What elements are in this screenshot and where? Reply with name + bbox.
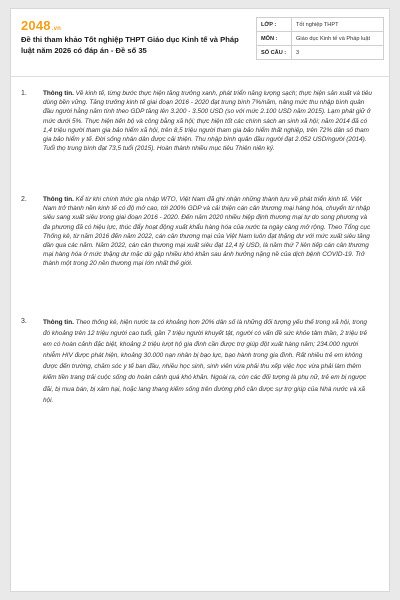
question-lead: Thông tin. xyxy=(43,196,74,203)
info-label: MÔN : xyxy=(257,32,292,46)
logo-text: 2048 xyxy=(21,18,51,33)
exam-title: Đề thi tham khảo Tốt nghiệp THPT Giáo dục Kinh tế và Pháp luật năm 2026 có đáp án - Đề số 35 xyxy=(21,35,239,55)
question-item xyxy=(21,195,376,269)
question-item xyxy=(21,89,376,153)
info-row-subject xyxy=(257,32,384,46)
info-label: LỚP : xyxy=(257,18,292,32)
exam-info-table xyxy=(256,17,384,60)
info-label: SỐ CÂU : xyxy=(257,46,292,60)
info-row-class xyxy=(257,18,384,32)
exam-page xyxy=(10,8,390,592)
question-text xyxy=(43,89,374,153)
header-divider xyxy=(11,76,389,77)
question-text xyxy=(43,195,374,269)
question-number: 3. xyxy=(21,318,27,325)
info-value: 3 xyxy=(292,46,384,60)
info-row-count xyxy=(257,46,384,60)
info-value: Tốt nghiệp THPT xyxy=(292,18,384,32)
info-value: Giáo dục Kinh tế và Pháp luật xyxy=(292,32,384,46)
exam-header xyxy=(11,9,389,71)
question-text xyxy=(43,317,374,406)
question-number: 1. xyxy=(21,90,27,97)
question-item xyxy=(21,317,376,406)
question-body: Theo thống kê, hiện nước ta có khoảng hơn 20% dân số là những đối tượng yếu thế trong xã hội, trong đó khoảng trên 12 triệu người cao tuổi, gần 7 triệu người khuyết tật, người có vấn đề sức khỏe tâm thần, 2 triệu trẻ em có hoàn cảnh đặc biệt, khoảng 2 triệu lượt hộ gia đình cần được trợ giúp đột xuất hàng năm; 234.000 người nhiễm HIV được phát hiện, khoảng 30.000 nạn nhân bị bạo lực, bạo hành trong gia đình. Rất nhiều trẻ em không được đến trường, chăm sóc y tế ban đầu, nhiều học sinh, sinh viên vừa phải thu xếp việc học vừa phải làm thêm kiếm tiền trang trải cuộc sống do hoàn cảnh quá khó khăn. Ngoài ra, còn các đối tượng là phụ nữ, trẻ em bị ngược đãi, bị mua bán, bị xâm hại, hoặc lang thang kiếm sống trên đường phố cần được sự trợ giúp của Nhà nước và xã hội. xyxy=(43,319,368,404)
site-logo[interactable] xyxy=(21,18,61,33)
question-body: Kể từ khi chính thức gia nhập WTO, Việt Nam đã ghi nhận những thành tựu về phát triển kinh tế. Việt Nam trở thành nền kinh tế có độ mở cao, tới 200% GDP và cải thiện cán cân thương mại hàng hóa, chuyển từ nhập siêu sang xuất siêu trong giai đoạn 2016 - 2020. Đến năm 2020 nhiều hiệp định thương mại tự do song phương và đa phương đã có hiệu lực, thúc đẩy hoạt động xuất khẩu hàng hóa của nước ta ngày càng mở rộng. Theo Tổng cục Thống kê, từ năm 2016 đến năm 2022, cán cân thương mại của Việt Nam luôn đạt thặng dư với mức xuất siêu tăng dần qua các năm. Năm 2022, cán cân thương mại xuất siêu đạt 12,4 tỷ USD, là năm thứ 7 liên tiếp cán cân thương mại hàng hóa ở mức thặng dư mặc dù gặp nhiều khó khăn sau ảnh hưởng nặng nề của dịch bệnh COVID-19. Trở thành một trong 20 nền thương mại lớn nhất thế giới. xyxy=(43,196,371,268)
question-lead: Thông tin. xyxy=(43,90,74,97)
question-number: 2. xyxy=(21,196,27,203)
logo-suffix: .vn xyxy=(51,26,62,32)
question-lead: Thông tin. xyxy=(43,319,74,326)
question-body: Về kinh tế, từng bước thực hiện tăng trưởng xanh, phát triển năng lượng sạch; thực hiện sản xuất và tiêu dùng bền vững. Tăng trưởng kinh tế giai đoạn 2016 - 2020 đạt trung bình 7%/năm, nâng mức thu nhập bình quân đầu người hằng năm tính theo GDP tăng lên 3.200 - 3.500 USD (so với mức 2.100 USD năm 2015). Lạm phát giữ ở mức dưới 5%. Thực hiện tiến bộ và công bằng xã hội; thực hiện tốt các chính sách an sinh xã hội; năm 2014 đã có 1,4 triệu người tham gia bảo hiểm xã hội, trên 8,5 triệu người tham gia bảo hiểm thất nghiệp, trên 72% dân số tham gia bảo hiểm y tế. Đời sống nhân dân được cải thiện. Thu nhập bình quân đầu người đạt 2.052 USD/người (2014). Tuổi thọ trung bình đạt 73,5 tuổi (2015). Hoàn thành nhiều mục tiêu Thiên niên kỷ. xyxy=(43,90,372,153)
